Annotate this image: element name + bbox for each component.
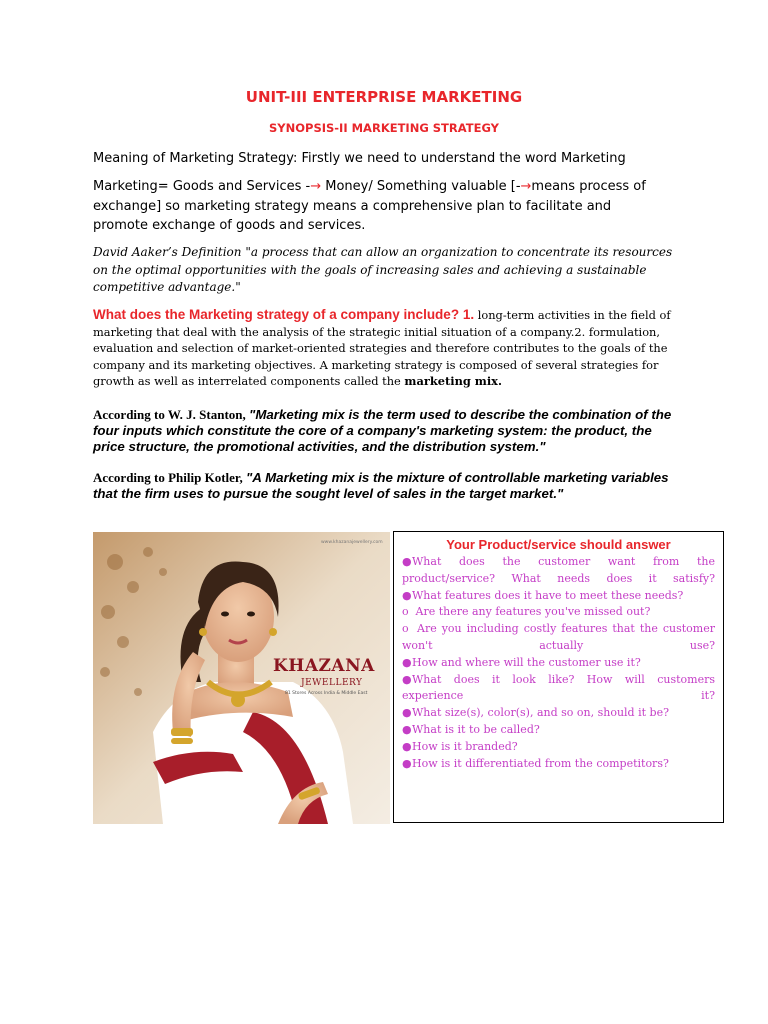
- aaker-definition: [93, 244, 673, 297]
- list-item: ●What does it look like? How will customers experience it?: [402, 672, 715, 703]
- stanton-quote: [93, 407, 683, 454]
- includes-bold-end: marketing mix.: [404, 374, 502, 388]
- bullet-icon: ●: [402, 672, 412, 686]
- stanton-quote-text: "Marketing mix is the term used to describe the combination of the four inputs which constitute the core of a company's marketing system: the product, the price structure, the promotional activities, and the distribution system.": [93, 407, 672, 454]
- kotler-attribution: According to Philip Kotler,: [93, 470, 246, 485]
- list-item: ●How is it differentiated from the competitors?: [402, 756, 715, 773]
- meaning-heading: Meaning of Marketing Strategy: Firstly we need to understand the word Marketing: [93, 151, 626, 166]
- arrow-icon: →: [310, 179, 322, 194]
- bullet-icon: o: [402, 605, 409, 619]
- brand-logo-text: KHAZANA: [273, 656, 375, 676]
- definition-part1: Marketing= Goods and Services -: [93, 179, 311, 194]
- aaker-text: "a process that can allow an organization to concentrate its resources on the optimal opportunities with the goals of increasing sales and achieving a sustainable competitive advantage.": [93, 245, 673, 294]
- bullet-icon: ●: [402, 555, 412, 568]
- bullet-icon: ●: [402, 722, 412, 736]
- bullet-icon: ●: [402, 756, 412, 770]
- definition-part3: means process of exchange] so marketing strategy means a comprehensive plan to facilitate and promote exchange of goods and services.: [93, 179, 646, 233]
- list-item: ●How and where will the customer use it?: [402, 655, 715, 672]
- jewellery-ad-image: [93, 532, 390, 824]
- page-title: UNIT-III ENTERPRISE MARKETING: [245, 88, 523, 106]
- includes-text: long-term activities in the field of marketing that deal with the analysis of the strategic initial situation of a company.2. formulation, evaluation and selection of market-oriented strategies and therefore contributes to the goals of the company and its marketing objectives. A marketing strategy is composed of several strategies for growth as well as interrelated components called the: [93, 308, 671, 388]
- bullet-icon: ●: [402, 588, 412, 602]
- aaker-name: David Aaker’s Definition: [93, 245, 242, 259]
- bullet-icon: ●: [402, 655, 412, 669]
- page-subtitle: SYNOPSIS-II MARKETING STRATEGY: [269, 121, 499, 135]
- list-item: ●How is it branded?: [402, 739, 715, 756]
- kotler-quote-text: "A Marketing mix is the mixture of controllable marketing variables that the firm uses to pursue the sought level of sales in the target market.": [93, 470, 669, 501]
- brand-website: www.khazanajewellery.com: [321, 540, 383, 545]
- kotler-quote: [93, 470, 683, 502]
- bullet-icon: ●: [402, 706, 412, 720]
- includes-question: What does the Marketing strategy of a company include? 1.: [93, 307, 475, 322]
- list-item: ●What features does it have to meet these needs?: [402, 588, 715, 605]
- list-item: ●What does the customer want from the product/service? What needs does it satisfy?: [402, 555, 715, 585]
- strategy-includes: [93, 307, 677, 390]
- list-item: ●What size(s), color(s), and so on, should it be?: [402, 705, 715, 722]
- arrow-icon: →: [520, 179, 532, 194]
- list-item: o Are you including costly features that the customer won't actually use?: [402, 622, 715, 652]
- marketing-definition: [93, 177, 653, 236]
- list-item: o Are there any features you've missed out?: [402, 604, 715, 621]
- brand-logo-sub: JEWELLERY: [301, 678, 363, 688]
- list-item: ●What is it to be called?: [402, 722, 715, 739]
- bullet-icon: o: [402, 622, 409, 636]
- brand-tagline: 81 Stores Across India & Middle East: [285, 691, 368, 696]
- questions-list: [394, 554, 723, 772]
- bullet-icon: ●: [402, 739, 412, 753]
- definition-part2: Money/ Something valuable [-: [321, 179, 521, 194]
- product-questions-box: [393, 531, 724, 823]
- questions-title: Your Product/service should answer: [446, 537, 671, 552]
- stanton-attribution: According to W. J. Stanton,: [93, 407, 250, 422]
